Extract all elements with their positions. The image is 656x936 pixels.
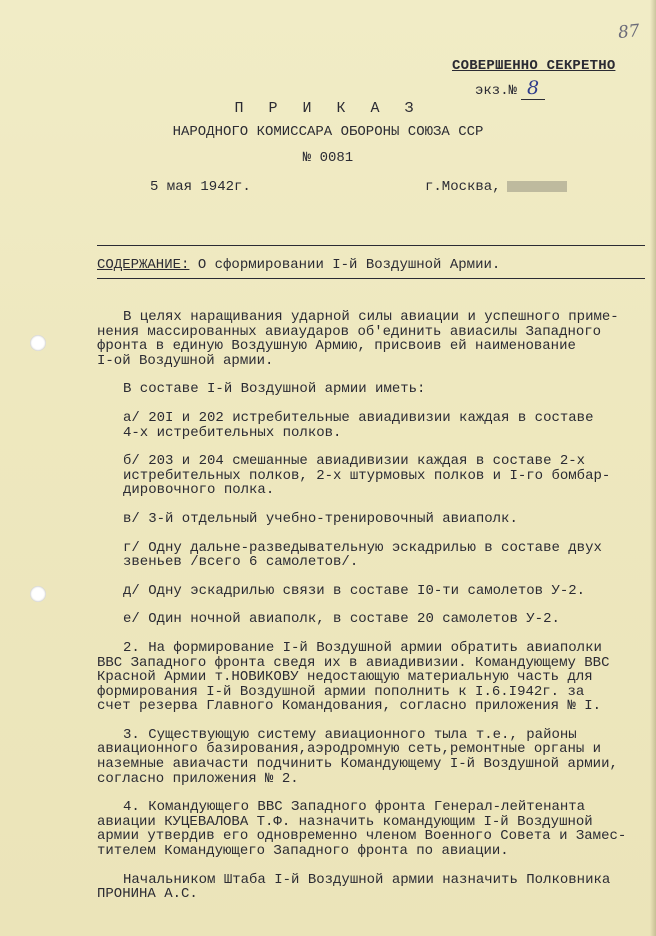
copy-number: 8 <box>521 77 545 100</box>
subject-line <box>97 257 500 273</box>
chief-of-staff-paragraph: Начальником Штаба I-й Воздушной армии назначить Полковника ПРОНИНА А.С. <box>97 871 611 903</box>
order-date: 5 мая 1942г. <box>150 179 251 195</box>
composition-item-v: в/ 3-й отдельный учебно-тренировочный авиаполк. <box>123 510 518 527</box>
order-number: № 0081 <box>302 150 354 166</box>
composition-item-e: е/ Один ночной авиаполк, в составе 20 самолетов У-2. <box>123 611 560 628</box>
classification-stamp: СОВЕРШЕННО СЕКРЕТНО <box>452 58 616 74</box>
punch-hole-bottom <box>30 586 46 602</box>
order-place <box>425 179 567 195</box>
point-3-paragraph: 3. Существующую систему авиационного тыла т.е., районы авиационного базирования,аэродромную сеть,ремонтные органы и наземные авиачасти подчинить Командующему I-й Воздушной армии, согласно приложения № 2. <box>97 726 618 787</box>
copy-number-line <box>475 77 545 100</box>
document-title: П Р И К А З <box>234 100 422 117</box>
divider-bottom <box>97 278 645 279</box>
divider-top <box>97 245 645 246</box>
copy-label: экз.№ <box>475 83 518 99</box>
composition-item-b: б/ 203 и 204 смешанные авиадивизии каждая в составе 2-х истребительных полков, 2-х штурмовых полков и I-го бомбар- дировочного полка. <box>123 453 611 499</box>
composition-item-d: д/ Одну эскадрилью связи в составе I0-ти самолетов У-2. <box>123 582 586 599</box>
place-text: г.Москва, <box>425 179 501 195</box>
point-4-paragraph: 4. Командующего ВВС Западного фронта Генерал-лейтенанта авиации КУЦЕВАЛОВА Т.Ф. назначить командующим I-й Воздушной армии утвердив его одновременно членом Военного Совета и Замес- тителем Командующего Западного фронта по авиации. <box>97 799 627 860</box>
archive-page-number: 87 <box>617 20 641 44</box>
composition-item-a: а/ 20I и 202 истребительные авиадивизии каждая в составе 4-х истребительных полков. <box>123 409 594 441</box>
subject-label: СОДЕРЖАНИЕ: <box>97 257 190 273</box>
intro-paragraph: В целях наращивания ударной силы авиации и успешного приме- нения массированных авиаударов об'единить авиасилы Западного фронта в единую Воздушную Армию, присвоив ей наименование I-ой Воздушной армии. <box>97 309 619 369</box>
page-edge-shadow <box>650 0 656 936</box>
order-body <box>97 310 642 916</box>
composition-item-g: г/ Одну дальне-разведывательную эскадрилью в составе двух звеньев /всего 6 самолетов/. <box>123 539 602 571</box>
composition-intro: В составе I-й Воздушной армии иметь: <box>123 381 426 398</box>
punch-hole-top <box>30 335 46 351</box>
subject-text: О сформировании I-й Воздушной Армии. <box>189 257 501 273</box>
redaction-mark <box>507 181 567 192</box>
point-2-paragraph: 2. На формирование I-й Воздушной армии обратить авиаполки ВВС Западного фронта сведя их в авиадивизии. Командующему ВВС Красной Армии т.НОВИКОВУ недостающую материальную часть для формирования I-й Воздушной армии пополнить к I.6.I942г. за счет резерва Главного Командования, согласно приложения № I. <box>97 639 610 715</box>
issuing-authority: НАРОДНОГО КОМИССАРА ОБОРОНЫ СОЮЗА ССР <box>172 124 484 140</box>
